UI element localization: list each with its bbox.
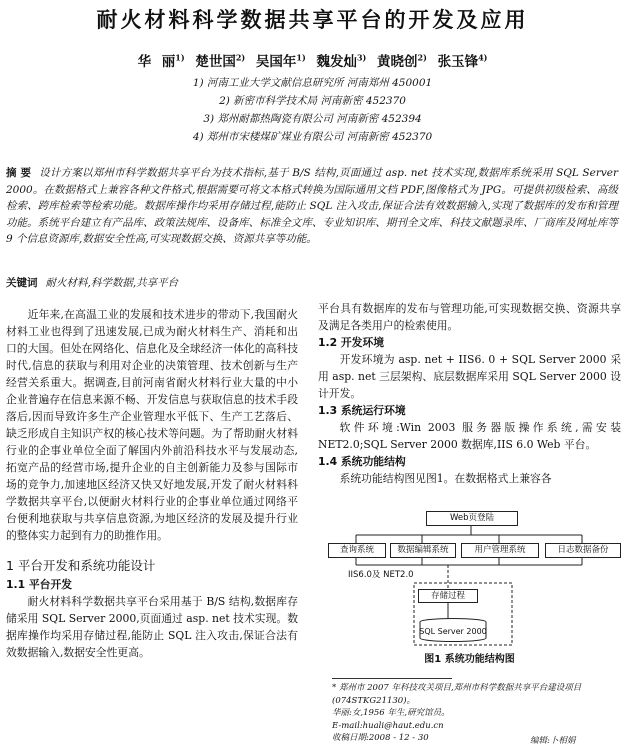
- abstract-text: 设计方案以郑州市科学数据共享平台为技术指标,基于 B/S 结构,页面通过 asp. net 技术实现,数据库系统采用 SQL Server 2000。在数据格式上兼容各种文件格式,根据需要可将文本格式转换为国际通用文档 PDF,图像格式为 JPG。可提供初级检索、高级检索、跨库检索等检索功能。数据库操作均采用存储过程,能防止 SQL 注入攻击,保证合法有效数据输入,实现了数据库的发布和管理功能。系统平台建立有产品库、政策法规库、设备库、标准全文库、专业知识库、期刊全文库、科技文献题录库、厂商库及网址库等 9 个信息资源库,数据安全性高,可实现数据交换、资源共享等功能。: [6, 167, 619, 245]
- intro-paragraph: 近年来,在高温工业的发展和技术进步的带动下,我国耐火材料工业也得到了迅速发展,已成为耐火材料生产、消耗和出口的大国。但处在网络化、信息化及全球经济一体化的高科技时代,信息的获取与利用对企业的决策管理、技术创新与生产经营关系重大。据调查,目前河南省耐火材料行业大量的中小企业普遍存在信息来源不畅、开发信息与获取信息的技术手段落后,因而导致许多生产企业管理水平低下、生产工艺落后、缺乏形成自主知识产权的核心技术等问题。为了帮助耐火材料行业的企事业单位全面了解国内外前沿科技水平与发展动态,拓宽产品的经营市场,提升企业的自主创新能力及参与国际市场的竞争力,加速地区经济又快又好地发展,开发了耐火材料科学数据共享平台,以便耐火材料行业的企事业单位通过网络平台便利地获取与共享信息资源,为地区经济的发展及提升行业的整体实力起到有力的助推作用。: [6, 308, 298, 542]
- paragraph-1-1: 耐火材料科学数据共享平台采用基于 B/S 结构,数据库存储采用 SQL Server 2000,页面通过 asp. net 技术实现。数据库操作均采用存储过程,能防止 SQL 注入攻击,保证合法有效数据输入,数据安全性更高。: [6, 595, 298, 659]
- footnote-email: E-mail:huali@haut.edu.cn: [332, 720, 444, 731]
- subsection-heading-1-1: 1.1 平台开发: [6, 578, 73, 591]
- author: 张玉锋$^{4)}$: [437, 52, 488, 70]
- figure-caption: 图1 系统功能结构图: [424, 654, 515, 665]
- database-label: SQL Server 2000: [419, 627, 487, 636]
- paragraph-1-4: 系统功能结构图见图1。在数据格式上兼容各: [339, 472, 552, 485]
- data-edit-system-box: 数据编辑系统: [390, 543, 456, 558]
- author: 魏发灿$^{3)}$: [316, 52, 367, 70]
- author-list: [0, 50, 625, 70]
- paragraph-1-3: 软件环境:Win 2003 服务器版操作系统,需安装 NET2.0;SQL Server 2000 数据库,IIS 6.0 Web 平台。: [318, 421, 621, 451]
- section-heading-1: 1 平台开发和系统功能设计: [6, 558, 156, 573]
- keywords-label: 关键词: [6, 277, 38, 289]
- affiliation-1: 1) 河南工业大学文献信息研究所 河南郑州 450001: [192, 77, 433, 89]
- footnote-received: 收稿日期:2008 - 12 - 30: [332, 733, 429, 743]
- footnote-divider: [332, 678, 452, 679]
- figure-1-diagram: [318, 505, 621, 647]
- paper-title: 耐火材料科学数据共享平台的开发及应用: [96, 8, 529, 32]
- right-column: [318, 300, 621, 487]
- query-system-box: 查询系统: [328, 543, 386, 558]
- web-login-box: Web页登陆: [426, 511, 518, 526]
- affiliation-4: 4) 郑州市宋楼煤矿煤业有限公司 河南新密 452370: [192, 131, 433, 143]
- subsection-heading-1-2: 1.2 开发环境: [318, 336, 385, 349]
- footnote: [332, 682, 622, 745]
- subsection-heading-1-3: 1.3 系统运行环境: [318, 404, 406, 417]
- footnote-bio: 华丽:女,1956 年生,研究馆员。: [332, 708, 450, 718]
- paragraph-continued: 平台具有数据库的发布与管理功能,可实现数据交换、资源共享及满足各类用户的检索使用。: [318, 302, 621, 332]
- abstract-label: 摘 要: [6, 167, 32, 179]
- env-label: IIS6.0及 NET2.0: [348, 570, 414, 580]
- editor-credit: 编辑:卜相娟: [530, 736, 576, 746]
- keywords: [6, 275, 618, 290]
- author: 华 丽$^{1)}$: [137, 52, 185, 70]
- author: 楚世国$^{2)}$: [195, 52, 246, 70]
- left-column: [6, 306, 298, 661]
- affiliation-3: 3) 郑州耐都热陶瓷有限公司 河南新密 452394: [203, 113, 422, 125]
- author: 吴国年$^{1)}$: [255, 52, 306, 70]
- footnote-fund: * 郑州市 2007 年科技攻关项目,郑州市科学数据共享平台建设项目(074STKG21130)。: [332, 683, 582, 706]
- abstract: [6, 165, 618, 248]
- database-icon: [418, 618, 488, 642]
- subsection-heading-1-4: 1.4 系统功能结构: [318, 455, 406, 468]
- stored-procedure-box: 存储过程: [418, 589, 478, 603]
- log-backup-box: 日志数据备份: [545, 543, 621, 558]
- paragraph-1-2: 开发环境为 asp. net + IIS6. 0 + SQL Server 2000 采用 asp. net 三层架构、底层数据库采用 SQL Server 2000 设计开发。: [318, 353, 621, 400]
- user-management-box: 用户管理系统: [461, 543, 539, 558]
- author: 黄晓创$^{2)}$: [377, 52, 427, 70]
- keywords-text: 耐火材料,科学数据,共享平台: [45, 277, 179, 289]
- affiliation-2: 2) 新密市科学技术局 河南新密 452370: [219, 95, 406, 107]
